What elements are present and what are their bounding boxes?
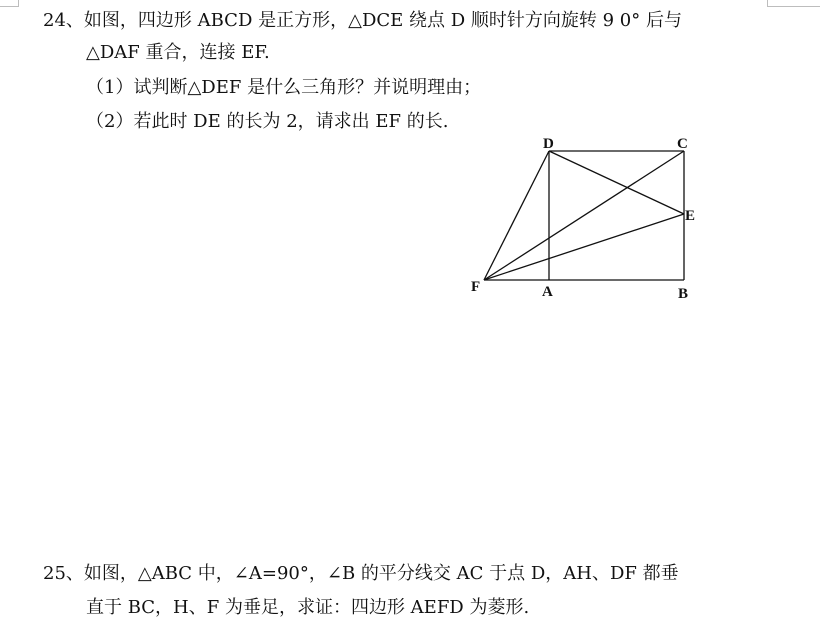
problem-24-line-1: 24、如图，四边形 ABCD 是正方形，△DCE 绕点 D 顺时针方向旋转 9 0° 后与	[43, 10, 682, 31]
label-A: A	[542, 284, 553, 300]
label-B: B	[678, 286, 689, 302]
segment-DE	[549, 151, 684, 214]
segment-DF	[484, 151, 549, 280]
problem-25-line-2: 直于 BC，H、F 为垂足，求证：四边形 AEFD 为菱形.	[86, 597, 530, 618]
label-F: F	[471, 279, 481, 295]
page-corner-mark-right	[767, 0, 820, 7]
segment-FE	[484, 214, 684, 280]
problem-24-question-1: （1）试判断△DEF 是什么三角形？并说明理由；	[86, 77, 482, 98]
problem-25-line-1: 25、如图，△ABC 中，∠A=90°，∠B 的平分线交 AC 于点 D，AH、DF 都垂	[43, 563, 679, 584]
label-C: C	[677, 136, 688, 152]
problem-24-question-2: （2）若此时 DE 的长为 2，请求出 EF 的长.	[86, 111, 449, 132]
geometry-figure	[460, 132, 700, 307]
problem-24-line-2: △DAF 重合，连接 EF.	[86, 42, 270, 63]
segment-FC	[484, 151, 684, 280]
page-corner-mark-left	[0, 0, 19, 7]
label-D: D	[543, 136, 554, 152]
label-E: E	[685, 208, 696, 224]
